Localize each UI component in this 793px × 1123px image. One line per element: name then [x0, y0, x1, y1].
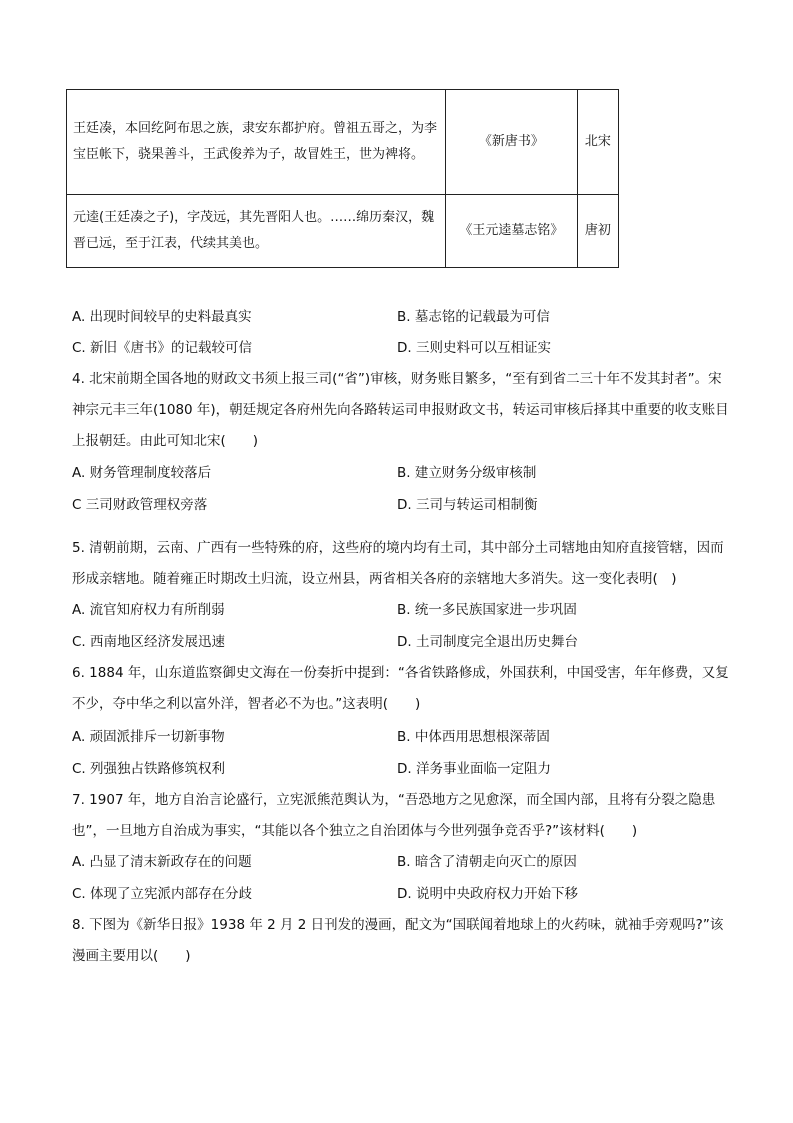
q6-option-a: A. 顽固派排斥一切新事物	[72, 729, 225, 745]
table-cell-era: 唐初	[577, 195, 618, 268]
q5-stem: 5. 清朝前期，云南、广西有一些特殊的府，这些府的境内均有土司，其中部分土司辖地由知府直接管辖，因而形成亲辖地。随着雍正时期改土归流，设立州县，两省相关各府的亲辖地大多消失。这一变化表明( )	[72, 540, 724, 587]
q7-option-a: A. 凸显了清末新政存在的问题	[72, 854, 252, 870]
q3-option-b: B. 墓志铭的记载最为可信	[397, 309, 550, 325]
q6-stem: 6. 1884 年，山东道监察御史文海在一份奏折中提到：“各省铁路修成，外国获利，中国受害，年年修费，又复不少，夺中华之利以富外洋，智者必不为也。”这表明( )	[72, 665, 729, 712]
table-cell-book: 《王元逵墓志铭》	[446, 195, 578, 268]
table-cell-text: 王廷凑，本回纥阿布思之族，隶安东都护府。曾祖五哥之，为李宝臣帐下，骁果善斗，王武俊养为子，故冒姓王，世为裨将。	[67, 90, 446, 195]
q5-option-d: D. 土司制度完全退出历史舞台	[397, 634, 578, 650]
q7-option-b: B. 暗含了清朝走向灭亡的原因	[397, 854, 577, 870]
q6-option-c: C. 列强独占铁路修筑权利	[72, 761, 226, 777]
q7-option-d: D. 说明中央政府权力开始下移	[397, 886, 578, 902]
q3-option-c: C. 新旧《唐书》的记载较可信	[72, 340, 253, 356]
q5-option-c: C. 西南地区经济发展迅速	[72, 634, 226, 650]
table-cell-era: 北宋	[577, 90, 618, 195]
q5-option-a: A. 流官知府权力有所削弱	[72, 602, 225, 618]
q5-option-b: B. 统一多民族国家进一步巩固	[397, 602, 577, 618]
table-cell-text: 元逵(王廷凑之子)，字茂远，其先晋阳人也。……绵历秦汉，魏晋已远，至于江表，代续其美也。	[67, 195, 446, 268]
q7-stem: 7. 1907 年，地方自治言论盛行，立宪派熊范舆认为，“吾恐地方之见愈深，而全国内部，且将有分裂之隐患也”，一旦地方自治成为事实，“其能以各个独立之自治团体与今世列强争竞否乎?”该材料( )	[72, 792, 716, 839]
q4-option-c: C 三司财政管理权旁落	[72, 497, 208, 513]
q4-option-b: B. 建立财务分级审核制	[397, 465, 537, 481]
table-row	[67, 195, 619, 268]
q4-option-d: D. 三司与转运司相制衡	[397, 497, 538, 513]
q6-option-d: D. 洋务事业面临一定阻力	[397, 761, 551, 777]
q4-stem: 4. 北宋前期全国各地的财政文书须上报三司(“省”)审核，财务账目繁多，“至有到省二三十年不发其封者”。宋神宗元丰三年(1080 年)，朝廷规定各府州先向各路转运司申报财政文书，转运司审核后择其中重要的收支账目上报朝廷。由此可知北宋( )	[72, 371, 729, 449]
source-table	[66, 89, 619, 268]
table-row	[67, 90, 619, 195]
q6-option-b: B. 中体西用思想根深蒂固	[397, 729, 550, 745]
q3-option-d: D. 三则史料可以互相证实	[397, 340, 551, 356]
q8-stem: 8. 下图为《新华日报》1938 年 2 月 2 日刊发的漫画，配文为“国联闻着地球上的火药味，就袖手旁观吗?”该漫画主要用以( )	[72, 917, 724, 964]
q3-option-a: A. 出现时间较早的史料最真实	[72, 309, 252, 325]
q7-option-c: C. 体现了立宪派内部存在分歧	[72, 886, 253, 902]
q4-option-a: A. 财务管理制度较落后	[72, 465, 212, 481]
table-cell-book: 《新唐书》	[446, 90, 578, 195]
